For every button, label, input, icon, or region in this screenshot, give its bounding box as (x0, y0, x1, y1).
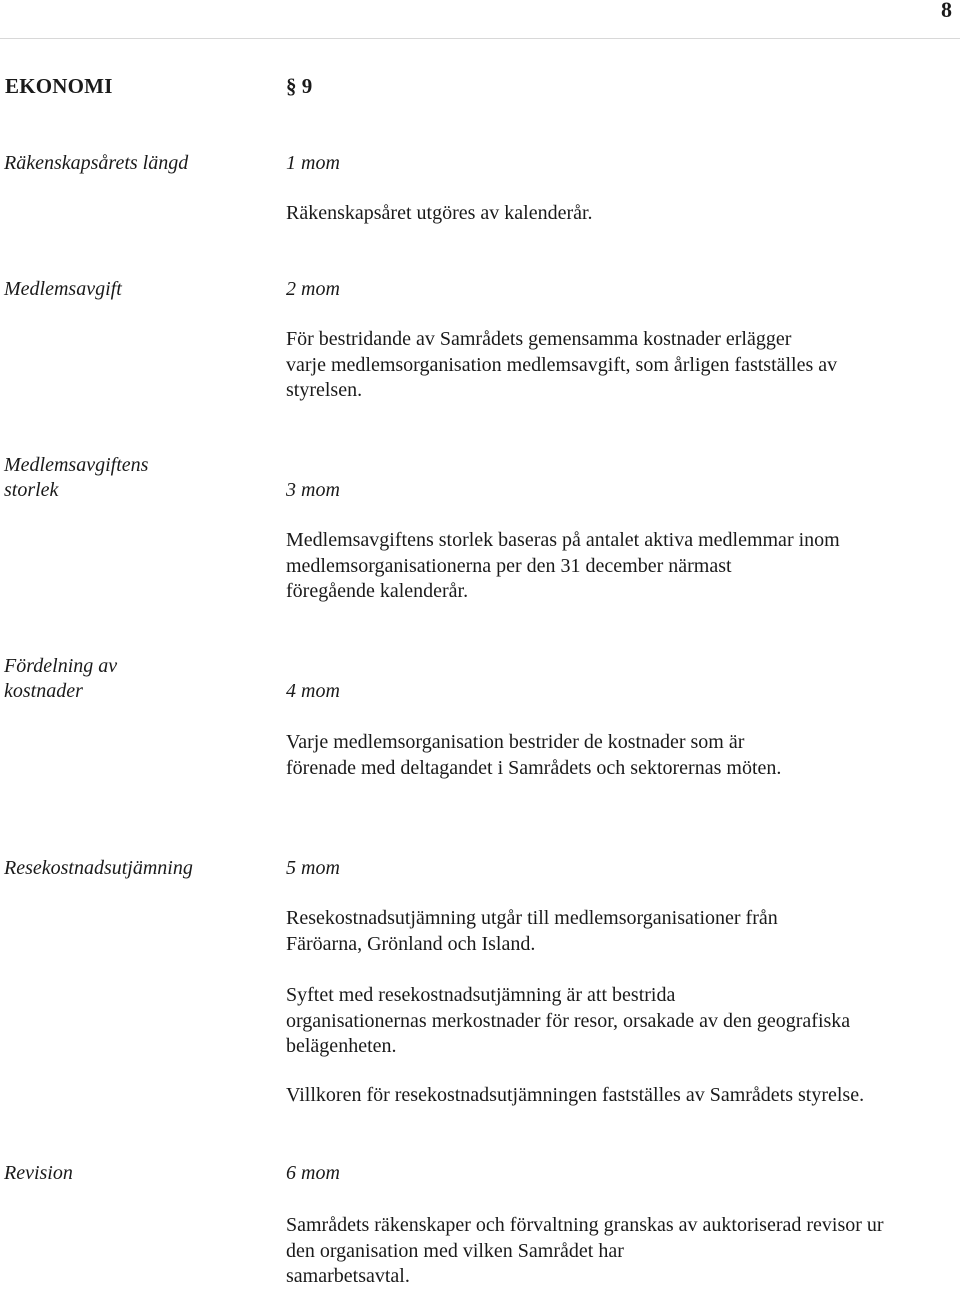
side-label-fordelning-av-kostnader: Fördelning av kostnader (4, 655, 118, 702)
mom-label-4: 4 mom (286, 680, 340, 702)
section-2-paragraph: För bestridande av Samrådets gemensamma kostnader erlägger varje medlemsorganisation medlemsavgift, som årligen fastställes av styrelsen. (286, 328, 838, 401)
mom-label-6: 6 mom (286, 1162, 340, 1184)
side-label-medlemsavgift: Medlemsavgift (4, 278, 122, 300)
header-rule (0, 38, 960, 39)
mom-label-2: 2 mom (286, 278, 340, 300)
section-5-paragraph-1: Resekostnadsutjämning utgår till medlemsorganisationer från Färöarna, Grönland och Island. (286, 907, 778, 955)
page-number: 8 (941, 0, 952, 22)
mom-label-1: 1 mom (286, 152, 340, 174)
side-label-medlemsavgiftens-storlek: Medlemsavgiftens storlek (4, 454, 149, 501)
side-label-revision: Revision (4, 1162, 73, 1184)
section-6-paragraph: Samrådets räkenskaper och förvaltning granskas av auktoriserad revisor ur den organisation med vilken Samrådet har samarbetsavtal. (286, 1214, 884, 1287)
section-4-paragraph: Varje medlemsorganisation bestrider de kostnader som är förenade med deltagandet i Samrådets och sektorernas möten. (286, 731, 782, 779)
section-3-paragraph: Medlemsavgiftens storlek baseras på antalet aktiva medlemmar inom medlemsorganisationerna per den 31 december närmast föregående kalenderår. (286, 529, 840, 602)
paragraph-number: § 9 (286, 74, 313, 98)
mom-label-3: 3 mom (286, 479, 340, 501)
mom-label-5: 5 mom (286, 857, 340, 879)
side-label-rakenskapsarets-langd: Räkenskapsårets längd (4, 152, 189, 174)
section-5-paragraph-2: Syftet med resekostnadsutjämning är att bestrida organisationernas merkostnader för resor, orsakade av den geografiska belägenheten. (286, 984, 851, 1057)
section-5-paragraph-3: Villkoren för resekostnadsutjämningen fastställes av Samrådets styrelse. (286, 1084, 865, 1106)
section-1-paragraph: Räkenskapsåret utgöres av kalenderår. (286, 202, 593, 224)
chapter-title: EKONOMI (5, 74, 113, 98)
side-label-resekostnadsutjamning: Resekostnadsutjämning (4, 857, 193, 879)
